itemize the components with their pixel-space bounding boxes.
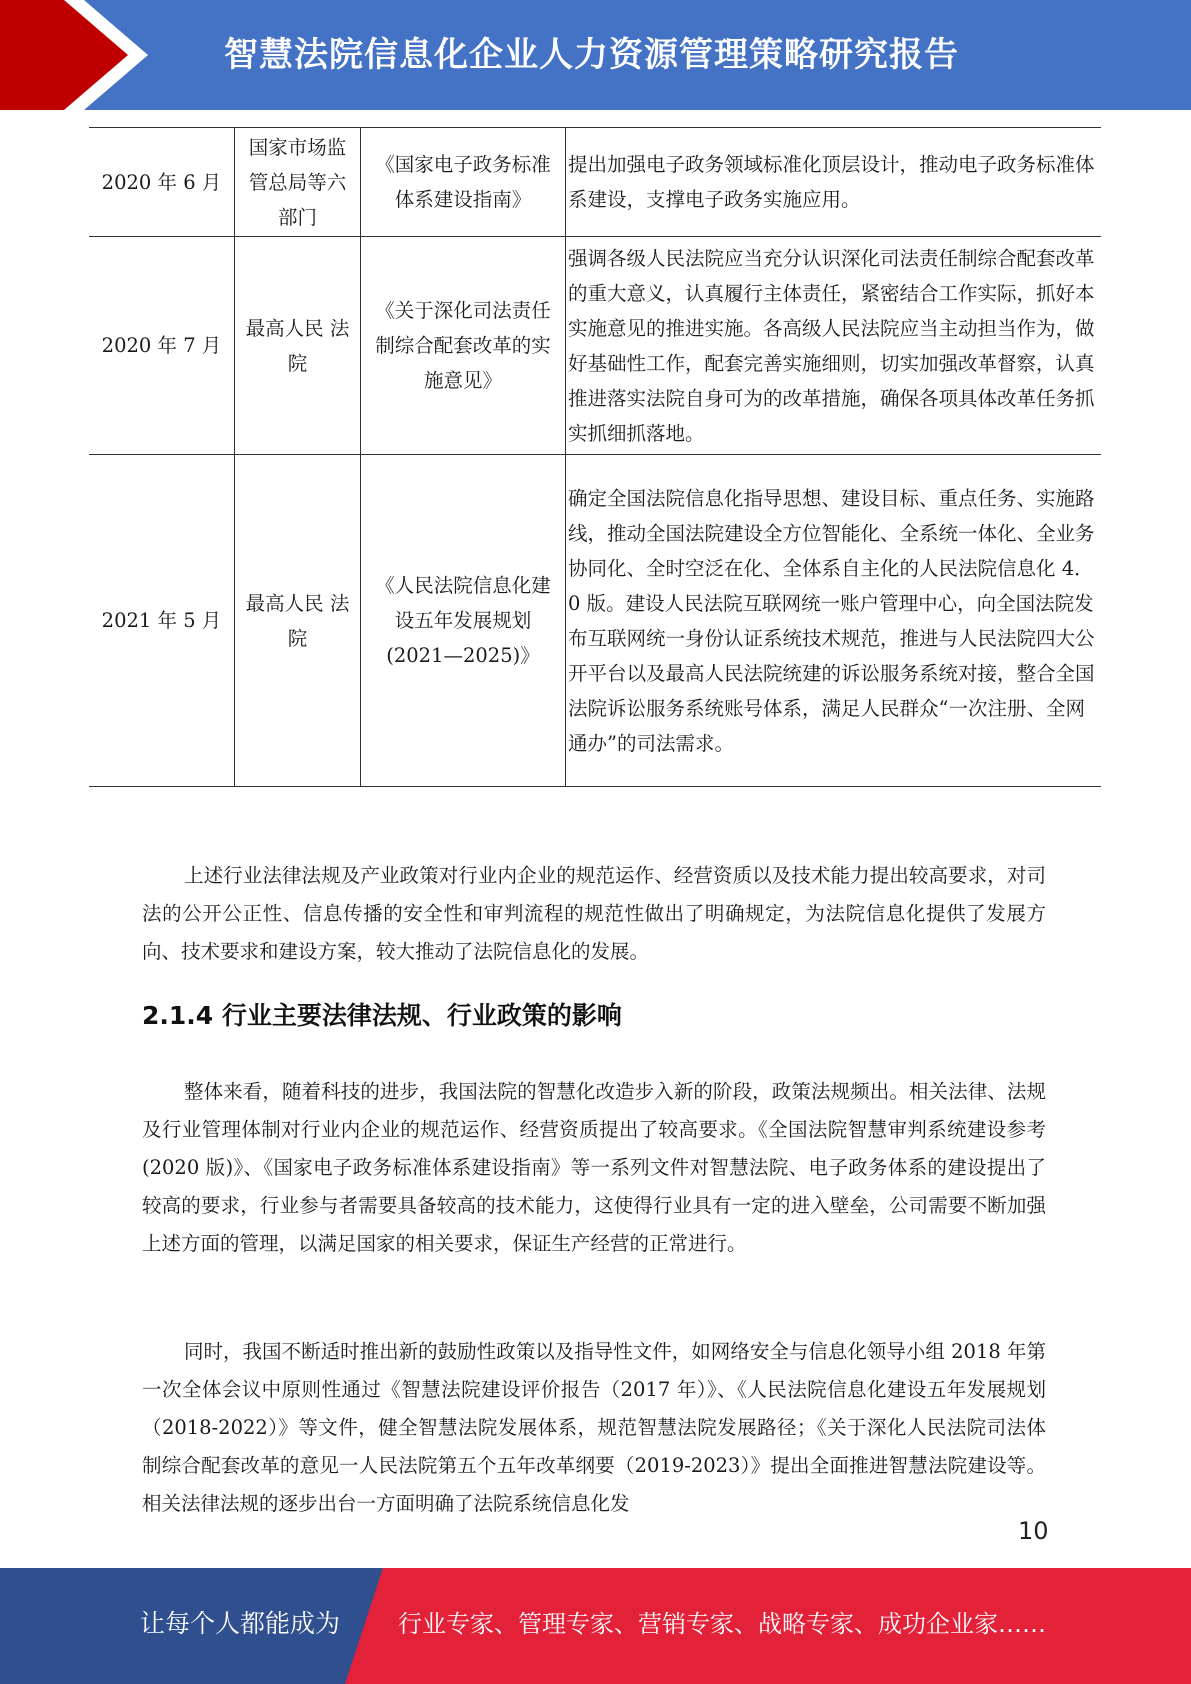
footer-slogan-right: 行业专家、管理专家、营销专家、战略专家、成功企业家…… — [398, 1610, 1046, 1638]
content-cell: 确定全国法院信息化指导思想、建设目标、重点任务、实施路线，推动全国法院建设全方位智能化、全系统一体化、全业务协同化、全时空泛在化、全体系自主化的人民法院信息化 4． 0 版。建设人民法院互联网统一账户管理中心，向全国法院发布互联网统一身份认证系统技术规范，推进与人民法院四大公开平台以及最高人民法院统建的诉讼服务系统对接，整合全国法院诉讼服务系统账号体系，满足人民群众“一次注册、全网通办”的司法需求。 — [566, 455, 1102, 787]
body-paragraph: 整体来看，随着科技的进步，我国法院的智慧化改造步入新的阶段，政策法规频出。相关法律、法规及行业管理体制对行业内企业的规范运作、经营资质提出了较高要求。《全国法院智慧审判系统建设参考(2020 版)》、《国家电子政务标准体系建设指南》等一系列文件对智慧法院、电子政务体系的建设提出了较高的要求，行业参与者需要具备较高的技术能力，这使得行业具有一定的进入壁垒，公司需要不断加强上述方面的管理，以满足国家的相关要求，保证生产经营的正常进行。 — [142, 1080, 1046, 1255]
table-row — [89, 128, 1101, 237]
section-heading: 2.1.4 行业主要法律法规、行业政策的影响 — [142, 1001, 622, 1030]
content-cell: 提出加强电子政务领域标准化顶层设计，推动电子政务标准体系建设，支撑电子政务实施应用。 — [566, 128, 1102, 237]
policy-table — [89, 127, 1101, 787]
page-header — [0, 0, 1191, 110]
date-cell: 2021 年 5 月 — [89, 455, 235, 787]
content-cell: 强调各级人民法院应当充分认识深化司法责任制综合配套改革的重大意义，认真履行主体责任，紧密结合工作实际，抓好本实施意见的推进实施。各高级人民法院应当主动担当作为，做好基础性工作，配套完善实施细则，切实加强改革督察，认真推进落实法院自身可为的改革措施，确保各项具体改革任务抓实抓细抓落地。 — [566, 237, 1102, 455]
page-number: 10 — [1018, 1517, 1049, 1545]
table-row — [89, 455, 1101, 787]
footer-slogan-left: 让每个人都能成为 — [140, 1609, 341, 1638]
document-cell: 《国家电子政务标准体系建设指南》 — [361, 128, 566, 237]
issuer-cell: 国家市场监管总局等六部门 — [235, 128, 361, 237]
header-red-chevron — [0, 0, 150, 110]
table-row — [89, 237, 1101, 455]
body-paragraph: 上述行业法律法规及产业政策对行业内企业的规范运作、经营资质以及技术能力提出较高要求，对司法的公开公正性、信息传播的安全性和审判流程的规范性做出了明确规定，为法院信息化提供了发展方向、技术要求和建设方案，较大推动了法院信息化的发展。 — [142, 864, 1046, 963]
issuer-cell: 最高人民 法院 — [235, 455, 361, 787]
issuer-cell: 最高人民 法院 — [235, 237, 361, 455]
page-footer — [0, 1568, 1191, 1684]
document-cell: 《人民法院信息化建设五年发展规划(2021—2025)》 — [361, 455, 566, 787]
report-title: 智慧法院信息化企业人力资源管理策略研究报告 — [224, 35, 959, 75]
body-paragraph: 同时，我国不断适时推出新的鼓励性政策以及指导性文件，如网络安全与信息化领导小组 2018 年第一次全体会议中原则性通过《智慧法院建设评价报告（2017 年）》、《人民法院信息化建设五年发展规划（2018-2022）》等文件，健全智慧法院发展体系，规范智慧法院发展路径；《关于深化人民法院司法体制综合配套改革的意见一人民法院第五个五年改革纲要（2019-2023）》提出全面推进智慧法院建设等。相关法律法规的逐步出台一方面明确了法院系统信息化发 — [142, 1340, 1046, 1515]
document-cell: 《关于深化司法责任制综合配套改革的实施意见》 — [361, 237, 566, 455]
date-cell: 2020 年 7 月 — [89, 237, 235, 455]
date-cell: 2020 年 6 月 — [89, 128, 235, 237]
